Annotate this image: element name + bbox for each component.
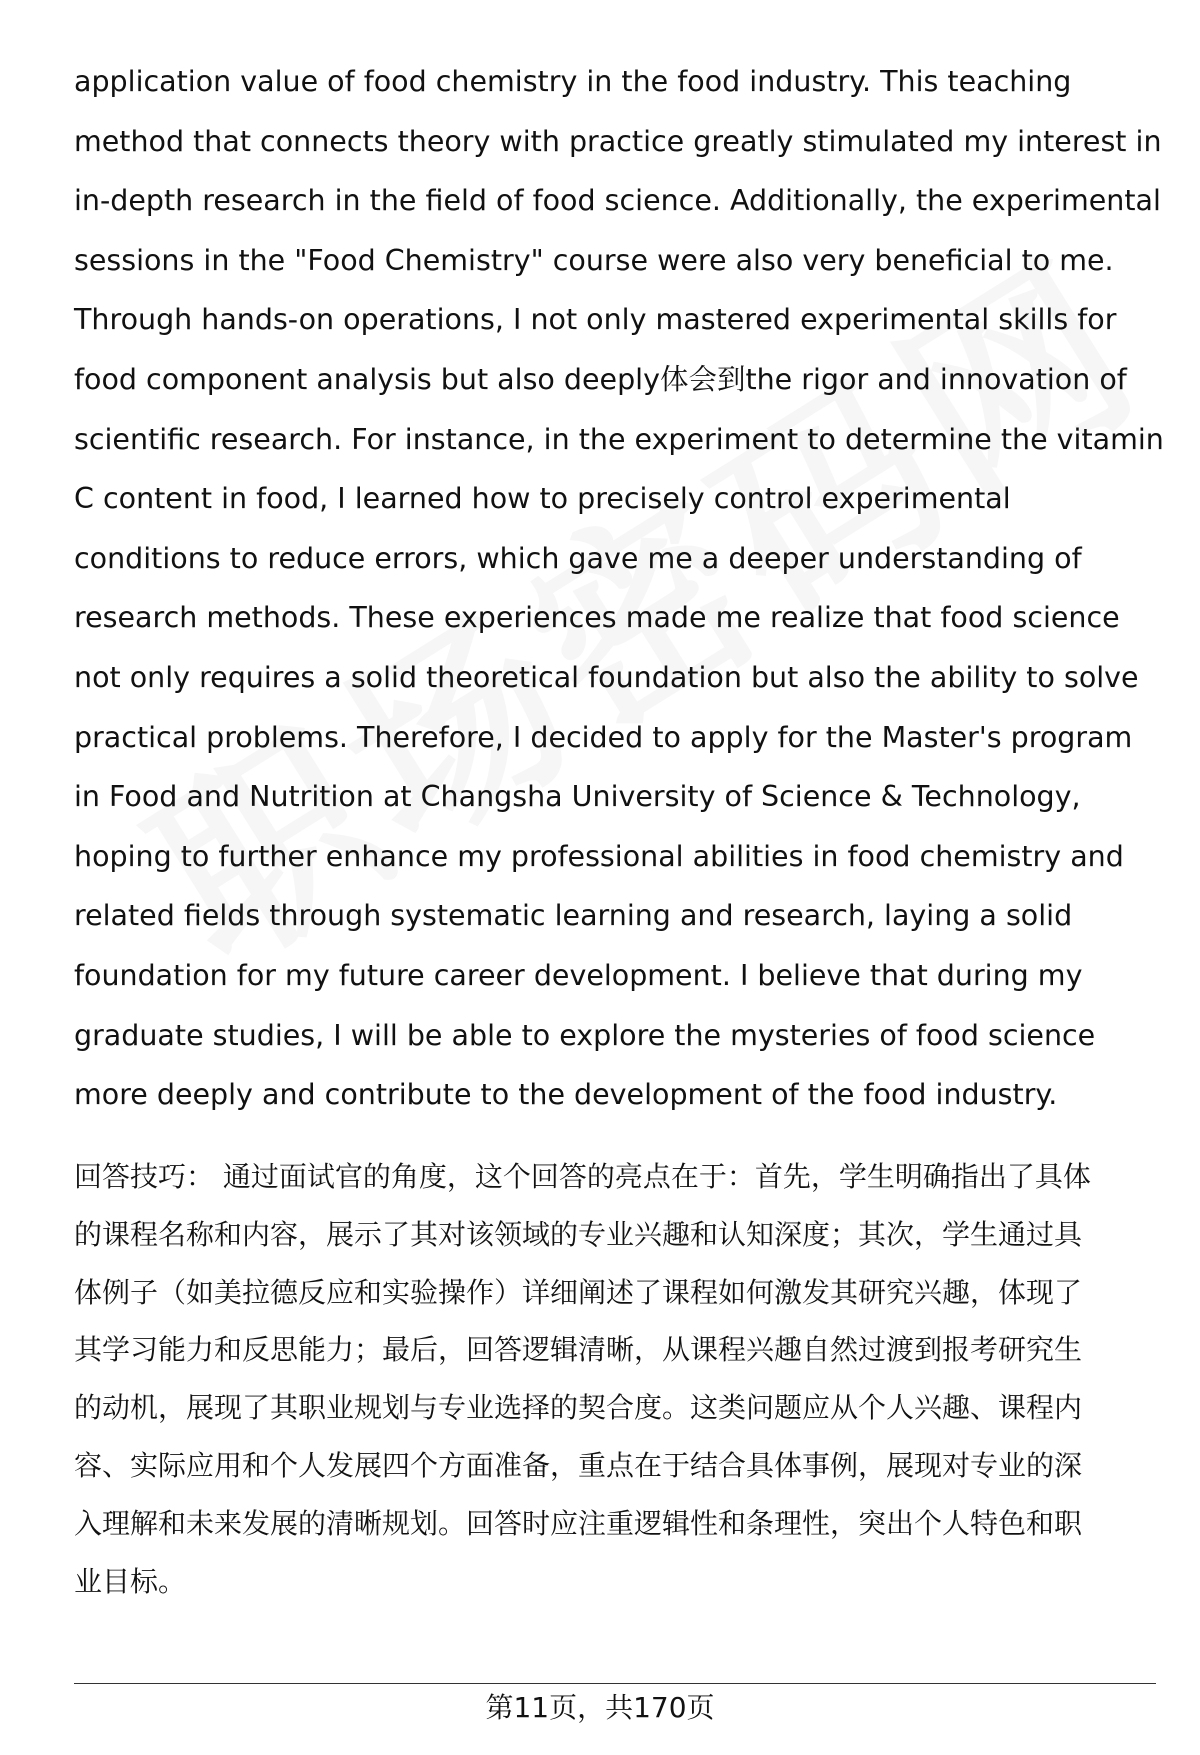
paragraph-line: research methods. These experiences made me realize that food science <box>74 601 1120 635</box>
paragraph-line: more deeply and contribute to the development of the food industry. <box>74 1078 1058 1112</box>
paragraph-line: related fields through systematic learning and research, laying a solid <box>74 899 1073 933</box>
paragraph-line: conditions to reduce errors, which gave me a deeper understanding of <box>74 541 1082 575</box>
paragraph-line: scientific research. For instance, in the experiment to determine the vitamin <box>74 422 1164 456</box>
footer-divider <box>74 1683 1156 1684</box>
paragraph-line: foundation for my future career development. I believe that during my <box>74 958 1083 992</box>
paragraph-line: hoping to further enhance my professional abilities in food chemistry and <box>74 839 1124 873</box>
paragraph-line: in-depth research in the field of food science. Additionally, the experimental <box>74 184 1161 218</box>
paragraph-line: food component analysis but also deeply体会到the rigor and innovation of <box>74 362 1127 396</box>
answer-tips-paragraph <box>74 1148 1164 1610</box>
paragraph-line: not only requires a solid theoretical foundation but also the ability to solve <box>74 660 1139 694</box>
tips-line: 其学习能力和反思能力；最后，回答逻辑清晰，从课程兴趣自然过渡到报考研究生 <box>74 1333 1083 1367</box>
tips-line: 入理解和未来发展的清晰规划。回答时应注重逻辑性和条理性，突出个人特色和职 <box>74 1506 1083 1540</box>
paragraph-line: sessions in the "Food Chemistry" course were also very beneficial to me. <box>74 243 1114 277</box>
paragraph-line: graduate studies, I will be able to explore the mysteries of food science <box>74 1018 1096 1052</box>
tips-line: 回答技巧： 通过面试官的角度，这个回答的亮点在于：首先，学生明确指出了具体 <box>74 1160 1091 1193</box>
tips-line: 的动机，展现了其职业规划与专业选择的契合度。这类问题应从个人兴趣、课程内 <box>74 1391 1083 1425</box>
tips-line: 容、实际应用和个人发展四个方面准备，重点在于结合具体事例，展现对专业的深 <box>74 1448 1083 1482</box>
paragraph-line: method that connects theory with practice greatly stimulated my interest in <box>74 124 1162 158</box>
paragraph-line: in Food and Nutrition at Changsha University of Science & Technology, <box>74 780 1081 814</box>
tips-line: 的课程名称和内容，展示了其对该领域的专业兴趣和认知深度；其次，学生通过具 <box>74 1217 1083 1251</box>
paragraph-line: C content in food, I learned how to precisely control experimental <box>74 482 1011 516</box>
paragraph-line: practical problems. Therefore, I decided to apply for the Master's program <box>74 720 1133 754</box>
paragraph-line: Through hands-on operations, I not only mastered experimental skills for <box>74 303 1117 337</box>
answer-paragraph <box>74 52 1164 1125</box>
paragraph-line: application value of food chemistry in the food industry. This teaching <box>74 65 1072 98</box>
page-number: 第11页，共170页 <box>485 1691 715 1724</box>
tips-line: 业目标。 <box>74 1564 187 1598</box>
tips-line: 体例子（如美拉德反应和实验操作）详细阐述了课程如何激发其研究兴趣，体现了 <box>74 1275 1083 1309</box>
